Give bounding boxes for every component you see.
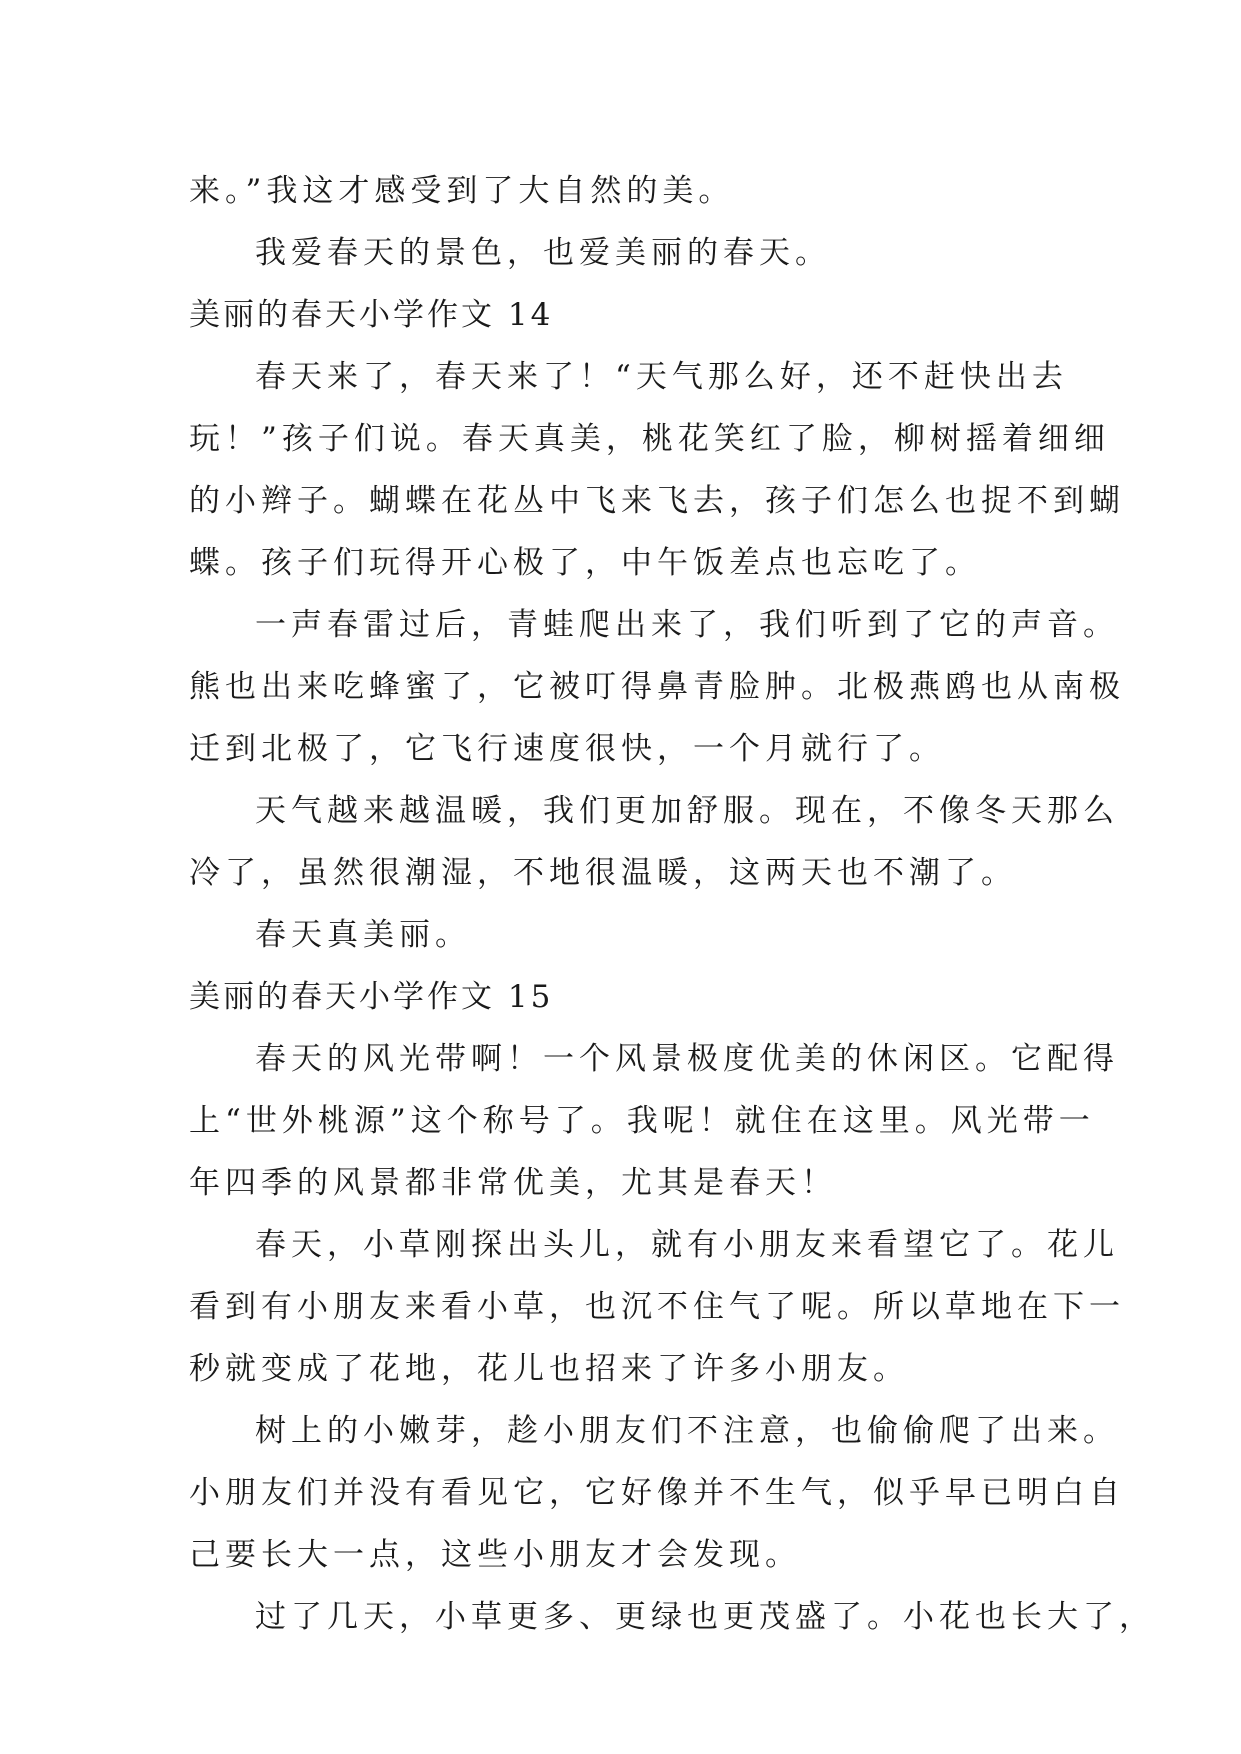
section-heading: 美丽的春天小学作文 15 [189, 979, 554, 1015]
paragraph-first-line: 我爱春天的景色，也爱美丽的春天。 [255, 235, 831, 271]
paragraph-first-line: 春天的风光带啊！一个风景极度优美的休闲区。它配得 [255, 1041, 1119, 1077]
paragraph-first-line: 春天，小草刚探出头儿，就有小朋友来看望它了。花儿 [255, 1227, 1119, 1263]
text-line: 的小辫子。蝴蝶在花丛中飞来飞去，孩子们怎么也捉不到蝴 [189, 483, 1125, 519]
paragraph-first-line: 树上的小嫩芽，趁小朋友们不注意，也偷偷爬了出来。 [255, 1413, 1119, 1449]
text-line: 蝶。孩子们玩得开心极了，中午饭差点也忘吃了。 [189, 545, 981, 581]
section-heading: 美丽的春天小学作文 14 [189, 297, 554, 333]
text-line: 上“世外桃源”这个称号了。我呢！就住在这里。风光带一 [189, 1103, 1095, 1139]
text-line: 年四季的风景都非常优美，尤其是春天！ [189, 1165, 837, 1201]
paragraph-first-line: 春天真美丽。 [255, 917, 471, 953]
text-line: 来。”我这才感受到了大自然的美。 [189, 173, 735, 209]
text-line: 小朋友们并没有看见它，它好像并不生气，似乎早已明白自 [189, 1475, 1125, 1511]
text-line: 熊也出来吃蜂蜜了，它被叮得鼻青脸肿。北极燕鸥也从南极 [189, 669, 1125, 705]
text-line: 玩！”孩子们说。春天真美，桃花笑红了脸，柳树摇着细细 [189, 421, 1110, 457]
paragraph-first-line: 春天来了，春天来了！“天气那么好，还不赶快出去 [255, 359, 1068, 395]
paragraph-first-line: 一声春雷过后，青蛙爬出来了，我们听到了它的声音。 [255, 607, 1119, 643]
text-line: 己要长大一点，这些小朋友才会发现。 [189, 1537, 801, 1573]
paragraph-first-line: 过了几天，小草更多、更绿也更茂盛了。小花也长大了， [255, 1599, 1155, 1635]
text-line: 冷了，虽然很潮湿，不地很温暖，这两天也不潮了。 [189, 855, 1017, 891]
document-body [189, 160, 1155, 1648]
text-line: 看到有小朋友来看小草，也沉不住气了呢。所以草地在下一 [189, 1289, 1125, 1325]
text-line: 迁到北极了，它飞行速度很快，一个月就行了。 [189, 731, 945, 767]
paragraph-first-line: 天气越来越温暖，我们更加舒服。现在，不像冬天那么 [255, 793, 1119, 829]
text-line: 秒就变成了花地，花儿也招来了许多小朋友。 [189, 1351, 909, 1387]
